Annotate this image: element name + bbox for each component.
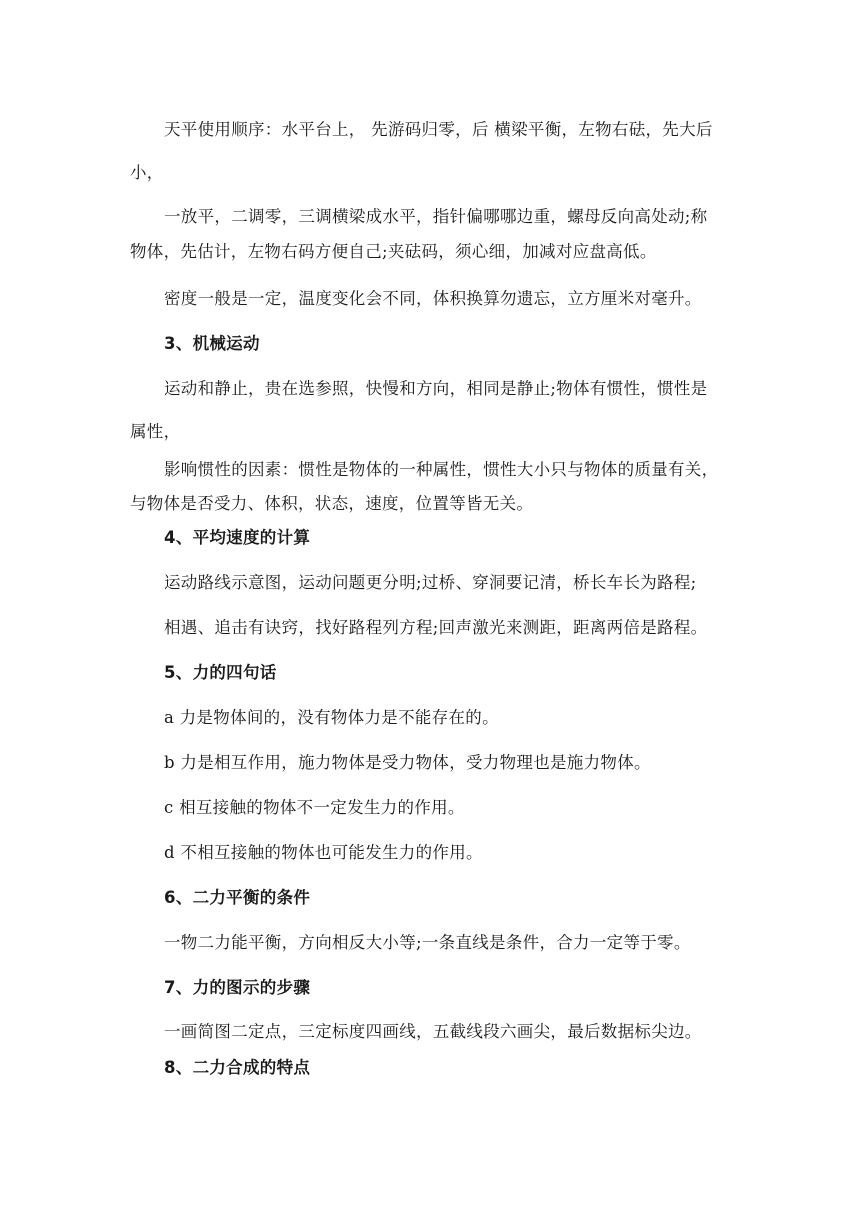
list-item-force-d: d 不相互接触的物体也可能发生力的作用。 (164, 843, 483, 862)
list-item-force-b: b 力是相互作用，施力物体是受力物体，受力物理也是施力物体。 (164, 753, 651, 772)
heading-two-force-equilibrium: 6、二力平衡的条件 (164, 888, 311, 907)
paragraph-density: 密度一般是一定，温度变化会不同，体积换算勿遗忘，立方厘米对毫升。 (164, 289, 702, 308)
paragraph-meeting-chase: 相遇、追击有诀窍，找好路程列方程;回声激光来测距，距离两倍是路程。 (164, 618, 708, 637)
heading-average-speed: 4、平均速度的计算 (164, 528, 311, 547)
paragraph-force-diagram-steps: 一画简图二定点，三定标度四画线，五截线段六画尖，最后数据标尖边。 (164, 1022, 702, 1041)
paragraph-equilibrium-conditions: 一物二力能平衡，方向相反大小等;一条直线是条件，合力一定等于零。 (164, 933, 691, 952)
paragraph-inertia-factors-continued: 与物体是否受力、体积，状态，速度，位置等皆无关。 (130, 494, 534, 513)
list-item-force-a: a 力是物体间的，没有物体力是不能存在的。 (164, 708, 499, 727)
paragraph-balance-usage-order: 天平使用顺序：水平台上， 先游码归零，后 横梁平衡，左物右砝，先大后 (164, 120, 713, 139)
paragraph-motion-rest-continued: 属性， (130, 422, 181, 441)
heading-mechanical-motion: 3、机械运动 (164, 334, 260, 353)
paragraph-balance-mnemonic-continued: 物体，先估计，左物右码方便自己;夹砝码，须心细，加减对应盘高低。 (130, 242, 657, 261)
paragraph-motion-diagram: 运动路线示意图，运动问题更分明;过桥、穿洞要记清，桥长车长为路程; (164, 573, 697, 592)
heading-force-composition: 8、二力合成的特点 (164, 1058, 311, 1077)
heading-four-force-statements: 5、力的四句话 (164, 663, 277, 682)
paragraph-inertia-factors: 影响惯性的因素：惯性是物体的一种属性，惯性大小只与物体的质量有关， (164, 460, 719, 479)
paragraph-balance-usage-order-continued: 小， (130, 163, 164, 182)
paragraph-motion-rest: 运动和静止，贵在选参照，快慢和方向，相同是静止;物体有惯性，惯性是 (164, 379, 708, 398)
paragraph-balance-mnemonic: 一放平，二调零，三调横梁成水平，指针偏哪哪边重，螺母反向高处动;称 (164, 207, 708, 226)
list-item-force-c: c 相互接触的物体不一定发生力的作用。 (164, 798, 465, 817)
heading-force-diagram-steps: 7、力的图示的步骤 (164, 978, 311, 997)
